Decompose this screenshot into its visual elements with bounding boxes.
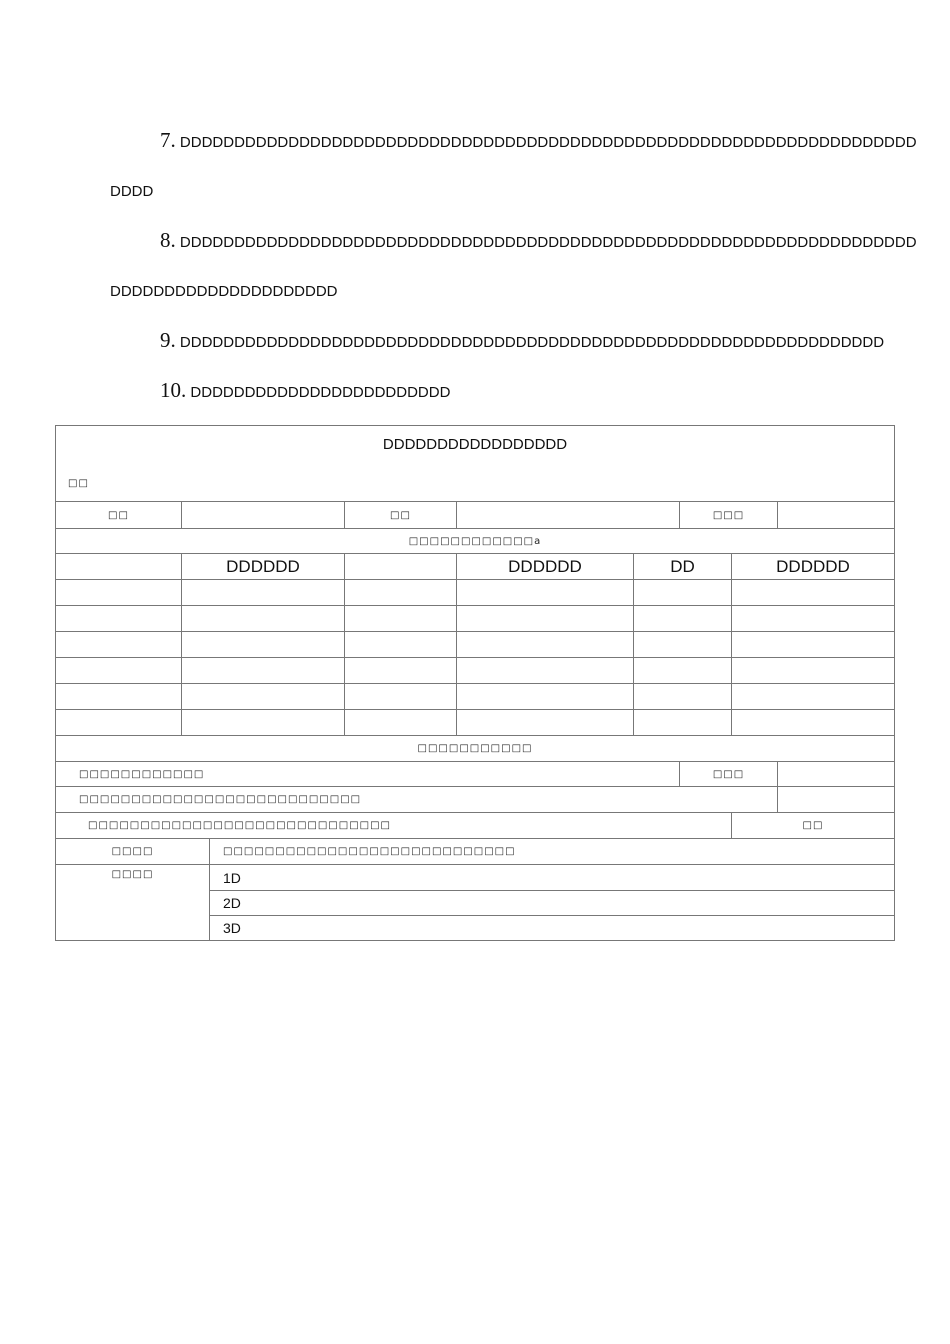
row-c-label: □□□□□□□□□□□□□□□□□□□□□□□□□□□□□ bbox=[88, 820, 391, 831]
column-header bbox=[56, 554, 181, 579]
item-number: 8. bbox=[160, 228, 176, 252]
row-c-label-2: □□ bbox=[731, 813, 894, 838]
list-item-10 bbox=[160, 378, 450, 403]
form-title-note: □□ bbox=[68, 478, 89, 489]
item-text: DDDDDDDDDDDDDDDDDDDDDDDDDDDDDDDDDDDDDDDDDDDDDDDDDDDDDDDDDDDDDDDDD bbox=[179, 334, 885, 351]
table-cell[interactable] bbox=[456, 632, 633, 657]
signature-row-b bbox=[56, 786, 894, 812]
table-row bbox=[56, 631, 894, 657]
table-cell[interactable] bbox=[56, 606, 181, 631]
table-cell[interactable] bbox=[56, 632, 181, 657]
answer-line-2[interactable]: 2D bbox=[210, 890, 894, 915]
signature-row-a bbox=[56, 761, 894, 786]
item-text-continued: DDDDDDDDDDDDDDDDDDDDD bbox=[110, 283, 338, 300]
table-cell[interactable] bbox=[181, 684, 344, 709]
table-cell[interactable] bbox=[456, 606, 633, 631]
column-header: DDDDDD bbox=[181, 554, 344, 579]
item-number: 9. bbox=[160, 328, 176, 352]
section-1-title: □□□□□□□□□□□□a bbox=[408, 535, 542, 547]
table-cell[interactable] bbox=[456, 710, 633, 735]
list-item-7 bbox=[160, 128, 917, 153]
table-cell[interactable] bbox=[633, 658, 731, 683]
column-header: DDDDDD bbox=[456, 554, 633, 579]
table-cell[interactable] bbox=[633, 632, 731, 657]
table-cell[interactable] bbox=[181, 606, 344, 631]
item-text: DDDDDDDDDDDDDDDDDDDDDDDDDDDDDDDDDDDDDDDDDDDDDDDDDDDDDDDDDDDDDDDDDDDD bbox=[179, 234, 917, 251]
table-header-row bbox=[56, 553, 894, 579]
table-cell[interactable] bbox=[633, 606, 731, 631]
answers-row bbox=[56, 864, 894, 940]
signature-row-d bbox=[56, 838, 894, 864]
signature-row-c bbox=[56, 812, 894, 838]
table-cell[interactable] bbox=[56, 684, 181, 709]
row-d-value: □□□□□□□□□□□□□□□□□□□□□□□□□□□□ bbox=[209, 839, 894, 864]
table-cell[interactable] bbox=[344, 606, 456, 631]
info-label-1: □□ bbox=[108, 509, 129, 521]
item-number: 10. bbox=[160, 378, 187, 402]
answer-line-1[interactable]: 1D bbox=[223, 869, 241, 886]
row-a-label-2: □□□ bbox=[679, 762, 777, 786]
table-cell[interactable] bbox=[56, 580, 181, 605]
table-cell[interactable] bbox=[731, 710, 894, 735]
column-header: DDDDDD bbox=[731, 554, 894, 579]
answers-list bbox=[209, 865, 894, 940]
table-cell[interactable] bbox=[456, 684, 633, 709]
table-cell[interactable] bbox=[56, 658, 181, 683]
section-1-header bbox=[56, 528, 894, 553]
table-cell[interactable] bbox=[731, 580, 894, 605]
item-number: 7. bbox=[160, 128, 176, 152]
table-cell[interactable] bbox=[181, 710, 344, 735]
info-row bbox=[56, 501, 894, 528]
info-label-3: □□□ bbox=[679, 502, 777, 528]
table-cell[interactable] bbox=[181, 658, 344, 683]
column-header bbox=[344, 554, 456, 579]
row-a-value[interactable] bbox=[777, 762, 894, 786]
form-table bbox=[55, 425, 895, 941]
list-item-8 bbox=[160, 228, 917, 253]
table-cell[interactable] bbox=[56, 710, 181, 735]
info-value-2[interactable] bbox=[456, 502, 679, 528]
item-text-continued: DDDD bbox=[110, 183, 154, 200]
item-text: DDDDDDDDDDDDDDDDDDDDDDDD bbox=[190, 384, 451, 401]
table-row bbox=[56, 579, 894, 605]
form-title-row bbox=[56, 426, 894, 501]
table-cell[interactable] bbox=[633, 684, 731, 709]
table-cell[interactable] bbox=[731, 684, 894, 709]
table-cell[interactable] bbox=[344, 684, 456, 709]
section-2-title: □□□□□□□□□□□ bbox=[417, 743, 533, 754]
info-label-2: □□ bbox=[344, 502, 456, 528]
row-b-value[interactable] bbox=[777, 787, 894, 812]
table-cell[interactable] bbox=[731, 632, 894, 657]
table-cell[interactable] bbox=[633, 710, 731, 735]
row-d-label: □□□□ bbox=[111, 846, 154, 857]
table-cell[interactable] bbox=[344, 710, 456, 735]
info-value-3[interactable] bbox=[777, 502, 894, 528]
table-cell[interactable] bbox=[344, 580, 456, 605]
table-row bbox=[56, 657, 894, 683]
answers-label: □□□□ bbox=[111, 869, 154, 880]
item-text: DDDDDDDDDDDDDDDDDDDDDDDDDDDDDDDDDDDDDDDDDDDDDDDDDDDDDDDDDDDDDDDDDDDD bbox=[179, 134, 917, 151]
list-item-9 bbox=[160, 328, 884, 353]
table-cell[interactable] bbox=[731, 658, 894, 683]
form-title: DDDDDDDDDDDDDDDDD bbox=[382, 436, 568, 453]
table-row bbox=[56, 709, 894, 735]
column-header: DD bbox=[633, 554, 731, 579]
row-a-label: □□□□□□□□□□□□ bbox=[79, 768, 205, 780]
table-cell[interactable] bbox=[456, 658, 633, 683]
table-row bbox=[56, 605, 894, 631]
row-b-label: □□□□□□□□□□□□□□□□□□□□□□□□□□□ bbox=[79, 794, 362, 805]
table-cell[interactable] bbox=[633, 580, 731, 605]
table-cell[interactable] bbox=[456, 580, 633, 605]
table-cell[interactable] bbox=[181, 580, 344, 605]
answer-line-3[interactable]: 3D bbox=[210, 915, 894, 940]
table-row bbox=[56, 683, 894, 709]
table-cell[interactable] bbox=[344, 658, 456, 683]
info-value-1[interactable] bbox=[181, 502, 344, 528]
section-2-header bbox=[56, 735, 894, 761]
table-cell[interactable] bbox=[731, 606, 894, 631]
table-cell[interactable] bbox=[181, 632, 344, 657]
table-cell[interactable] bbox=[344, 632, 456, 657]
